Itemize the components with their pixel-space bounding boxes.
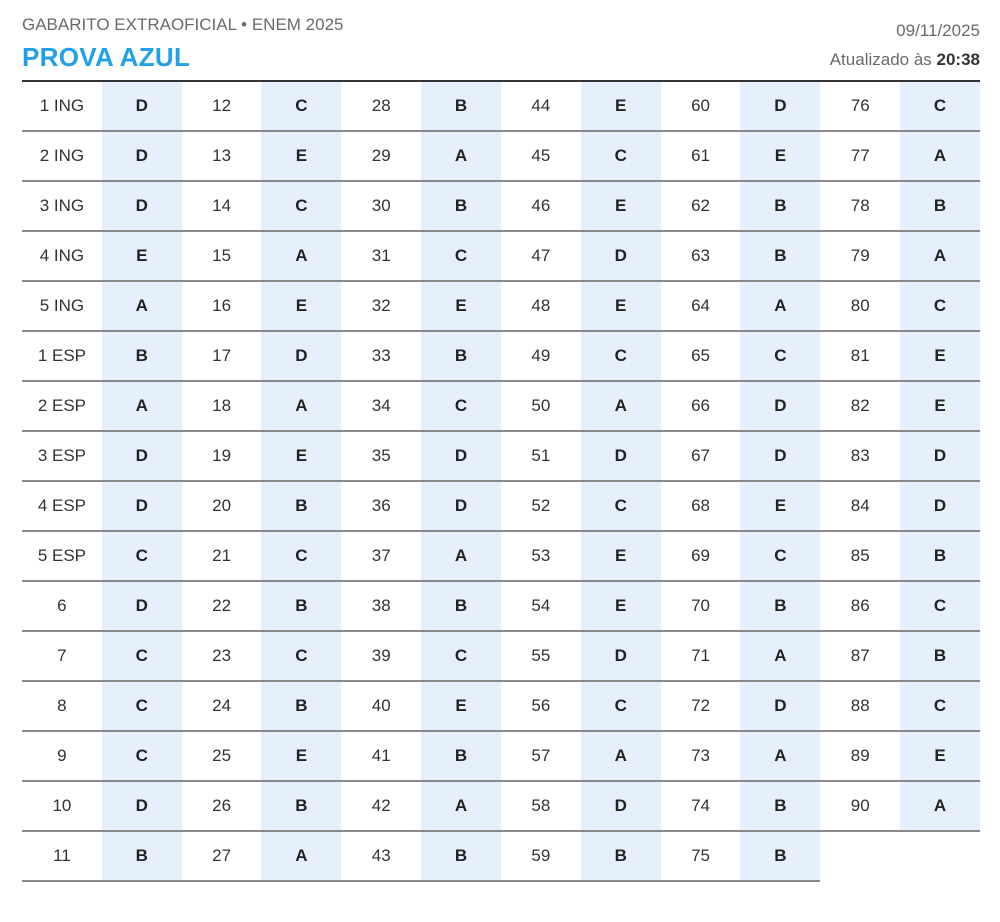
- question-number: 7: [22, 632, 102, 682]
- answer-letter: D: [740, 382, 820, 432]
- answer-letter: B: [900, 532, 980, 582]
- question-number: 51: [501, 432, 581, 482]
- answer-letter: B: [581, 832, 661, 882]
- table-row: [22, 732, 980, 782]
- answer-letter: D: [102, 432, 182, 482]
- question-number: 8: [22, 682, 102, 732]
- question-number: 30: [341, 182, 421, 232]
- question-number: 5 ESP: [22, 532, 102, 582]
- question-number: 37: [341, 532, 421, 582]
- answer-letter: E: [421, 682, 501, 732]
- answer-letter: D: [740, 82, 820, 132]
- question-number: 81: [820, 332, 900, 382]
- question-number: 56: [501, 682, 581, 732]
- answer-letter: B: [261, 582, 341, 632]
- table-row: [22, 382, 980, 432]
- question-number: 34: [341, 382, 421, 432]
- question-number: 23: [182, 632, 262, 682]
- answer-letter: A: [740, 732, 820, 782]
- question-number: 14: [182, 182, 262, 232]
- answer-letter: B: [421, 582, 501, 632]
- answer-letter: D: [740, 682, 820, 732]
- question-number: 73: [661, 732, 741, 782]
- answer-letter: C: [581, 132, 661, 182]
- empty-cell: [900, 832, 980, 882]
- question-number: 5 ING: [22, 282, 102, 332]
- table-row: [22, 432, 980, 482]
- table-row: [22, 482, 980, 532]
- question-number: 54: [501, 582, 581, 632]
- answer-letter: B: [421, 82, 501, 132]
- question-number: 10: [22, 782, 102, 832]
- answer-letter: A: [421, 782, 501, 832]
- updated-label: Atualizado às: [829, 50, 937, 69]
- answer-letter: E: [900, 332, 980, 382]
- answer-letter: C: [102, 682, 182, 732]
- table-row: [22, 832, 980, 882]
- question-number: 18: [182, 382, 262, 432]
- answer-letter: E: [261, 282, 341, 332]
- answer-letter: C: [421, 382, 501, 432]
- exam-date: 09/11/2025: [896, 21, 980, 40]
- answer-letter: D: [102, 82, 182, 132]
- table-row: [22, 282, 980, 332]
- answer-letter: D: [900, 432, 980, 482]
- answer-letter: B: [261, 782, 341, 832]
- question-number: 52: [501, 482, 581, 532]
- answer-letter: B: [740, 582, 820, 632]
- answer-letter: A: [421, 132, 501, 182]
- answer-letter: B: [421, 732, 501, 782]
- question-number: 68: [661, 482, 741, 532]
- table-row: [22, 232, 980, 282]
- answer-letter: E: [900, 382, 980, 432]
- answer-letter: A: [740, 632, 820, 682]
- question-number: 63: [661, 232, 741, 282]
- question-number: 89: [820, 732, 900, 782]
- answer-letter: E: [581, 582, 661, 632]
- table-row: [22, 632, 980, 682]
- question-number: 29: [341, 132, 421, 182]
- question-number: 1 ING: [22, 82, 102, 132]
- answer-letter: C: [581, 332, 661, 382]
- question-number: 57: [501, 732, 581, 782]
- answer-letter: A: [102, 282, 182, 332]
- question-number: 74: [661, 782, 741, 832]
- question-number: 19: [182, 432, 262, 482]
- question-number: 36: [341, 482, 421, 532]
- answer-letter: B: [740, 782, 820, 832]
- question-number: 24: [182, 682, 262, 732]
- question-number: 11: [22, 832, 102, 882]
- question-number: 42: [341, 782, 421, 832]
- answer-letter: B: [421, 332, 501, 382]
- question-number: 12: [182, 82, 262, 132]
- question-number: 76: [820, 82, 900, 132]
- question-number: 32: [341, 282, 421, 332]
- answer-letter: C: [581, 482, 661, 532]
- answer-letter: D: [740, 432, 820, 482]
- question-number: 4 ING: [22, 232, 102, 282]
- answer-letter: E: [581, 82, 661, 132]
- question-number: 9: [22, 732, 102, 782]
- answer-letter: C: [421, 232, 501, 282]
- question-number: 64: [661, 282, 741, 332]
- answer-letter: E: [740, 132, 820, 182]
- question-number: 13: [182, 132, 262, 182]
- answer-letter: D: [102, 782, 182, 832]
- question-number: 60: [661, 82, 741, 132]
- exam-subtitle: GABARITO EXTRAOFICIAL • ENEM 2025: [22, 15, 344, 34]
- answer-letter: A: [581, 382, 661, 432]
- answer-letter: E: [900, 732, 980, 782]
- question-number: 2 ESP: [22, 382, 102, 432]
- question-number: 22: [182, 582, 262, 632]
- question-number: 4 ESP: [22, 482, 102, 532]
- question-number: 80: [820, 282, 900, 332]
- answer-letter: C: [261, 82, 341, 132]
- question-number: 44: [501, 82, 581, 132]
- question-number: 66: [661, 382, 741, 432]
- table-row: [22, 132, 980, 182]
- answer-letter: B: [900, 182, 980, 232]
- answer-letter: B: [261, 482, 341, 532]
- answer-letter: B: [421, 182, 501, 232]
- answer-letter: A: [261, 832, 341, 882]
- answer-letter: B: [740, 182, 820, 232]
- table-row: [22, 532, 980, 582]
- question-number: 58: [501, 782, 581, 832]
- answer-letter: B: [421, 832, 501, 882]
- answer-letter: C: [740, 332, 820, 382]
- answer-letter: C: [102, 632, 182, 682]
- answer-letter: D: [102, 182, 182, 232]
- question-number: 77: [820, 132, 900, 182]
- answer-letter: D: [421, 432, 501, 482]
- question-number: 17: [182, 332, 262, 382]
- question-number: 78: [820, 182, 900, 232]
- answer-letter: E: [102, 232, 182, 282]
- question-number: 53: [501, 532, 581, 582]
- table-row: [22, 332, 980, 382]
- answer-letter: E: [581, 532, 661, 582]
- answer-letter: B: [102, 832, 182, 882]
- answer-letter: E: [581, 282, 661, 332]
- question-number: 71: [661, 632, 741, 682]
- question-number: 59: [501, 832, 581, 882]
- question-number: 20: [182, 482, 262, 532]
- answer-letter: A: [102, 382, 182, 432]
- answer-letter: A: [261, 382, 341, 432]
- question-number: 86: [820, 582, 900, 632]
- question-number: 83: [820, 432, 900, 482]
- question-number: 26: [182, 782, 262, 832]
- answer-letter: B: [261, 682, 341, 732]
- answer-letter: E: [261, 432, 341, 482]
- question-number: 45: [501, 132, 581, 182]
- question-number: 21: [182, 532, 262, 582]
- answer-letter: B: [740, 232, 820, 282]
- answer-letter: A: [900, 132, 980, 182]
- question-number: 40: [341, 682, 421, 732]
- question-number: 48: [501, 282, 581, 332]
- question-number: 61: [661, 132, 741, 182]
- question-number: 79: [820, 232, 900, 282]
- updated-time: 20:38: [936, 50, 980, 69]
- question-number: 82: [820, 382, 900, 432]
- question-number: 69: [661, 532, 741, 582]
- updated-info: [830, 50, 980, 70]
- table-row: [22, 182, 980, 232]
- answer-letter: A: [261, 232, 341, 282]
- answer-letter: C: [261, 632, 341, 682]
- answer-letter: C: [102, 532, 182, 582]
- answer-letter: C: [900, 582, 980, 632]
- question-number: 2 ING: [22, 132, 102, 182]
- question-number: 33: [341, 332, 421, 382]
- question-number: 43: [341, 832, 421, 882]
- question-number: 65: [661, 332, 741, 382]
- answer-letter: E: [261, 732, 341, 782]
- question-number: 50: [501, 382, 581, 432]
- answer-letter: E: [581, 182, 661, 232]
- answer-letter: C: [900, 682, 980, 732]
- question-number: 35: [341, 432, 421, 482]
- question-number: 72: [661, 682, 741, 732]
- answer-letter: C: [261, 532, 341, 582]
- question-number: 31: [341, 232, 421, 282]
- question-number: 87: [820, 632, 900, 682]
- answer-letter: C: [740, 532, 820, 582]
- answer-letter: D: [102, 482, 182, 532]
- question-number: 46: [501, 182, 581, 232]
- question-number: 3 ESP: [22, 432, 102, 482]
- question-number: 90: [820, 782, 900, 832]
- question-number: 3 ING: [22, 182, 102, 232]
- question-number: 16: [182, 282, 262, 332]
- answer-letter: A: [900, 232, 980, 282]
- question-number: 47: [501, 232, 581, 282]
- question-number: 38: [341, 582, 421, 632]
- answer-letter: C: [421, 632, 501, 682]
- answer-letter: E: [740, 482, 820, 532]
- answer-letter: A: [581, 732, 661, 782]
- question-number: 75: [661, 832, 741, 882]
- header: [22, 0, 980, 80]
- question-number: 67: [661, 432, 741, 482]
- answer-letter: A: [421, 532, 501, 582]
- answer-letter: E: [261, 132, 341, 182]
- table-row: [22, 682, 980, 732]
- question-number: 15: [182, 232, 262, 282]
- question-number: 85: [820, 532, 900, 582]
- question-number: 6: [22, 582, 102, 632]
- question-number: 1 ESP: [22, 332, 102, 382]
- answer-letter: B: [740, 832, 820, 882]
- question-number: 41: [341, 732, 421, 782]
- answer-letter: C: [102, 732, 182, 782]
- answer-letter: C: [581, 682, 661, 732]
- answer-letter: C: [261, 182, 341, 232]
- question-number: 28: [341, 82, 421, 132]
- table-row: [22, 782, 980, 832]
- question-number: 62: [661, 182, 741, 232]
- answer-letter: D: [581, 632, 661, 682]
- question-number: 39: [341, 632, 421, 682]
- answer-letter: C: [900, 82, 980, 132]
- question-number: 55: [501, 632, 581, 682]
- answer-letter: B: [900, 632, 980, 682]
- answer-letter: E: [421, 282, 501, 332]
- answer-letter: A: [900, 782, 980, 832]
- empty-cell: [820, 832, 900, 882]
- answer-letter: D: [102, 132, 182, 182]
- answer-letter: A: [740, 282, 820, 332]
- answer-letter: D: [421, 482, 501, 532]
- answer-letter: D: [102, 582, 182, 632]
- question-number: 88: [820, 682, 900, 732]
- question-number: 27: [182, 832, 262, 882]
- question-number: 25: [182, 732, 262, 782]
- answer-letter: D: [261, 332, 341, 382]
- question-number: 49: [501, 332, 581, 382]
- answer-letter: D: [581, 782, 661, 832]
- page-title: PROVA AZUL: [22, 42, 191, 72]
- question-number: 70: [661, 582, 741, 632]
- answer-letter: C: [900, 282, 980, 332]
- question-number: 84: [820, 482, 900, 532]
- table-row: [22, 82, 980, 132]
- answer-key-table: [22, 80, 980, 882]
- answer-letter: D: [581, 232, 661, 282]
- answer-letter: B: [102, 332, 182, 382]
- answer-letter: D: [900, 482, 980, 532]
- table-row: [22, 582, 980, 632]
- answer-letter: D: [581, 432, 661, 482]
